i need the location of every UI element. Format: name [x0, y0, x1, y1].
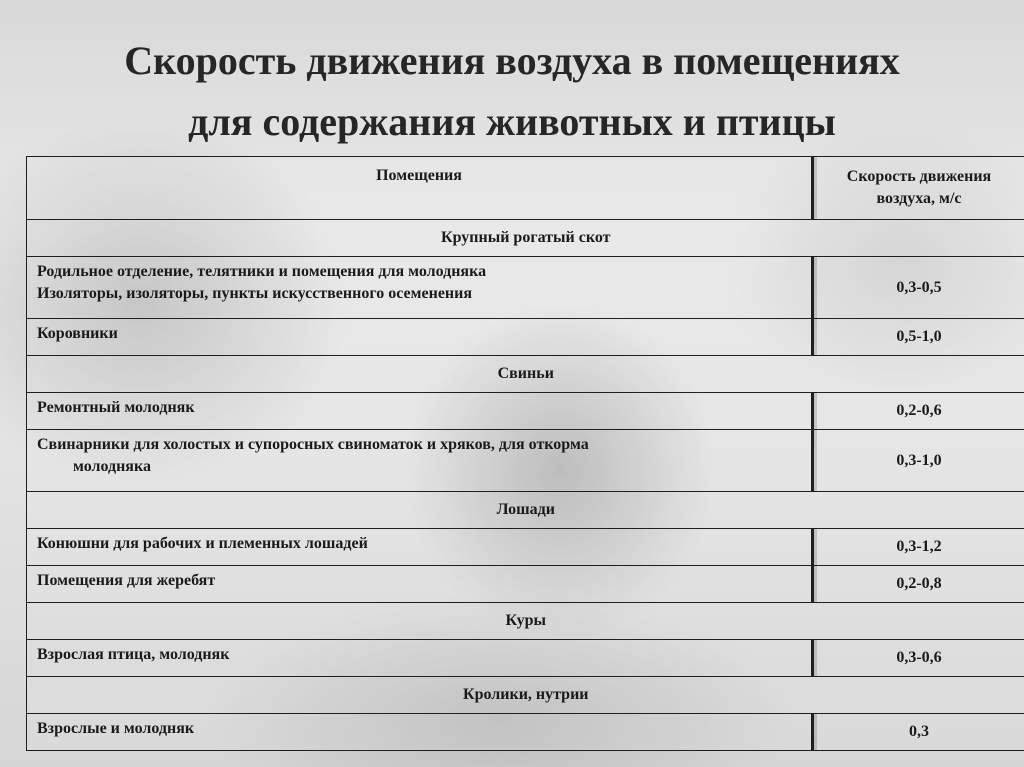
table-row [27, 430, 1024, 492]
premises-cell: Коровники [27, 319, 813, 356]
premises-cell: Ремонтный молодняк [27, 393, 813, 430]
air-speed-value: 0,2-0,6 [813, 393, 1024, 430]
group-name: Лошади [27, 492, 1024, 529]
air-speed-table [26, 156, 1024, 751]
group-row-cattle [27, 220, 1024, 257]
premises-cell: Взрослая птица, молодняк [27, 640, 813, 677]
slide-title [0, 30, 1024, 152]
premises-line-1: Родильное отделение, телятники и помещения для молодняка [37, 263, 487, 280]
air-speed-value: 0,2-0,8 [813, 566, 1024, 603]
table-row [27, 640, 1024, 677]
premises-cell [27, 430, 813, 492]
header-air-speed-line-2: воздуха, м/с [876, 190, 962, 207]
group-name: Крупный рогатый скот [27, 220, 1024, 257]
premises-cell: Взрослые и молодняк [27, 714, 813, 751]
group-row-chickens [27, 603, 1024, 640]
group-row-pigs [27, 356, 1024, 393]
table-header-row [27, 157, 1024, 220]
air-speed-table-container [26, 156, 1024, 747]
group-name: Свиньи [27, 356, 1024, 393]
premises-line-2: молодняка [73, 458, 151, 475]
table-row [27, 393, 1024, 430]
table-row [27, 257, 1024, 319]
air-speed-value: 0,3 [813, 714, 1024, 751]
group-row-horses [27, 492, 1024, 529]
header-air-speed-line-1: Скорость движения [846, 168, 992, 185]
premises-line-2: Изоляторы, изоляторы, пункты искусственного осеменения [37, 285, 473, 302]
premises-cell: Конюшни для рабочих и племенных лошадей [27, 529, 813, 566]
air-speed-value: 0,3-1,2 [813, 529, 1024, 566]
table-row [27, 319, 1024, 356]
premises-line-1: Свинарники для холостых и супоросных свиноматок и хряков, для откорма [37, 436, 589, 453]
premises-cell: Помещения для жеребят [27, 566, 813, 603]
air-speed-value: 0,3-0,5 [813, 257, 1024, 319]
title-line-1: Скорость движения воздуха в помещениях [124, 38, 900, 83]
group-name: Куры [27, 603, 1024, 640]
table-row [27, 529, 1024, 566]
air-speed-value: 0,3-0,6 [813, 640, 1024, 677]
air-speed-value: 0,5-1,0 [813, 319, 1024, 356]
title-line-2: для содержания животных и птицы [188, 99, 836, 144]
header-premises: Помещения [27, 157, 813, 220]
table-row [27, 566, 1024, 603]
air-speed-value: 0,3-1,0 [813, 430, 1024, 492]
group-row-rabbits [27, 677, 1024, 714]
table-row [27, 714, 1024, 751]
group-name: Кролики, нутрии [27, 677, 1024, 714]
premises-cell [27, 257, 813, 319]
header-air-speed [813, 157, 1024, 220]
